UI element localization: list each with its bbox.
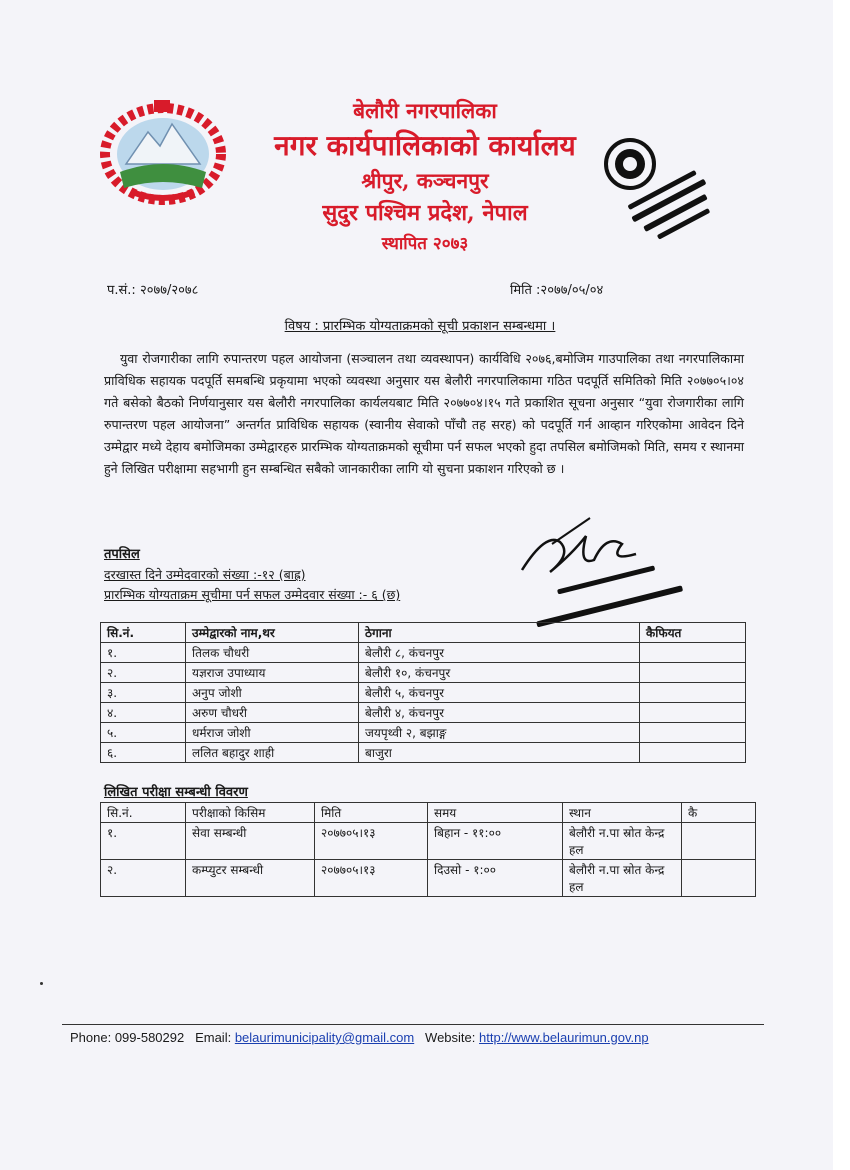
col-header-name: उम्मेद्वारको नाम,थर [186, 623, 359, 643]
cell-serial: १. [101, 823, 186, 860]
signature-icon [512, 514, 702, 634]
table-row [101, 663, 746, 683]
table-row [101, 823, 756, 860]
subject-line [100, 316, 740, 334]
established-year: स्थापित २०७३ [381, 234, 469, 254]
nepal-emblem-icon [96, 92, 230, 208]
letterhead [240, 96, 610, 258]
cell-exam-type: सेवा सम्बन्धी [186, 823, 315, 860]
cell-remarks [640, 663, 746, 683]
table-header-row [101, 623, 746, 643]
footer-divider [62, 1024, 764, 1025]
candidates-table [100, 622, 746, 763]
cell-time: बिहान - ११:०० [428, 823, 563, 860]
col-header-time: समय [428, 803, 563, 823]
cell-address: बेलौरी ४, कंचनपुर [359, 703, 640, 723]
cell-address: बेलौरी १०, कंचनपुर [359, 663, 640, 683]
cell-serial: २. [101, 860, 186, 897]
col-header-serial: सि.नं. [101, 803, 186, 823]
contact-footer [70, 1030, 649, 1045]
cell-venue: बेलौरी न.पा स्रोत केन्द्र हल [563, 823, 682, 860]
passed-count: प्रारम्भिक योग्यताक्रम सूचीमा पर्न सफल उम्मेदवार संख्या :- ६ (छ) [104, 587, 401, 602]
cell-address: बेलौरी ५, कंचनपुर [359, 683, 640, 703]
applicant-count: दरखास्त दिने उम्मेदवारको संख्या :-१२ (बाह्र) [104, 567, 306, 582]
cell-name: धर्मराज जोशी [186, 723, 359, 743]
cell-name: अरुण चौधरी [186, 703, 359, 723]
col-header-address: ठेगाना [359, 623, 640, 643]
body-paragraph: युवा रोजगारीका लागि रुपान्तरण पहल आयोजना (सञ्चालन तथा व्यवस्थापन) कार्यविधि २०७६,बमोजिम गाउपालिका तथा नगरपालिकामा प्राविधिक सहायक पदपूर्ति समबन्धि प्रकृयामा भएको व्यवस्था अनुसार यस बेलौरी नगरपालिकामा गठित पदपूर्ति समितिको मिति २०७७०५।०४ गते बसेको बैठको निर्णयानुसार यस बेलौरी नगरपालिका कार्यलयबाट मिति २०७७०४।१५ गते प्रकाशित सूचना अनुसार “युवा रोजगारीका लागि रुपान्तरण पहल आयोजना” अन्तर्गत प्राविधिक सहायक (स्वानीय सेवाको पाँचौ तह सरह) को पदपूर्ति गर्न आव्हान गरिएकोमा आवेदन दिने उम्मेद्वार मध्ये देहाय बमोजिमका उम्मेद्वारहरु प्रारम्भिक योग्यताक्रमको सूचीमा पर्न सफल भएको हुदा तपसिल बमोजिमको मिति, समय र स्थानमा हुने लिखित परीक्षामा सहभागी हुन सम्बन्धित सबैको जानकारीका लागि यो सुचना प्रकाशन गरिएको छ । [104, 351, 744, 476]
exam-schedule-table [100, 802, 756, 897]
cell-serial: १. [101, 643, 186, 663]
cell-name: यज्ञराज उपाध्याय [186, 663, 359, 683]
subject-text: विषय : प्रारम्भिक योग्यताक्रमको सूची प्रकाशन सम्बन्धमा । [284, 319, 556, 334]
reference-number: प.सं.: २०७७/२०७८ [107, 283, 199, 298]
province-name: सुदुर पश्चिम प्रदेश, नेपाल [322, 200, 528, 226]
cell-remarks [640, 643, 746, 663]
tapasil-heading: तपसिल [104, 547, 140, 562]
cell-address: बेलौरी ८, कंचनपुर [359, 643, 640, 663]
exam-section-title: लिखित परीक्षा सम्बन्धी विवरण [104, 785, 248, 800]
table-row [101, 860, 756, 897]
email-label: Email: [195, 1030, 232, 1045]
cell-remarks [640, 703, 746, 723]
cell-date: २०७७०५।१३ [315, 860, 428, 897]
cell-date: २०७७०५।१३ [315, 823, 428, 860]
cell-name: अनुप जोशी [186, 683, 359, 703]
table-header-row [101, 803, 756, 823]
col-header-exam-type: परीक्षाको किसिम [186, 803, 315, 823]
cell-remarks [640, 743, 746, 763]
cell-venue: बेलौरी न.पा स्रोत केन्द्र हल [563, 860, 682, 897]
website-link[interactable]: http://www.belaurimun.gov.np [479, 1030, 649, 1045]
cell-serial: ५. [101, 723, 186, 743]
email-link[interactable]: belaurimunicipality@gmail.com [234, 1030, 415, 1045]
table-row [101, 743, 746, 763]
letter-date: मिति :२०७७/०५/०४ [510, 283, 604, 298]
office-location: श्रीपुर, कञ्चनपुर [361, 168, 489, 193]
cell-serial: २. [101, 663, 186, 683]
col-header-date: मिति [315, 803, 428, 823]
cell-name: तिलक चौधरी [186, 643, 359, 663]
cell-name: ललित बहादुर शाही [186, 743, 359, 763]
cell-exam-type: कम्प्युटर सम्बन्धी [186, 860, 315, 897]
col-header-remarks: कै [682, 803, 756, 823]
scan-speck [40, 982, 43, 985]
col-header-venue: स्थान [563, 803, 682, 823]
cell-address: जयपृथ्वी २, बझाङ्ग [359, 723, 640, 743]
office-name: नगर कार्यपालिकाको कार्यालय [274, 129, 576, 162]
cell-remarks [682, 823, 756, 860]
cell-serial: ४. [101, 703, 186, 723]
table-row [101, 723, 746, 743]
phone-label: Phone: [70, 1030, 112, 1045]
phone-number: 099-580292 [114, 1030, 185, 1045]
municipality-name: बेलौरी नगरपालिका [353, 98, 497, 123]
col-header-serial: सि.नं. [101, 623, 186, 643]
table-row [101, 703, 746, 723]
col-header-remarks: कैफियत [640, 623, 746, 643]
cell-address: बाजुरा [359, 743, 640, 763]
cell-time: दिउसो - १:०० [428, 860, 563, 897]
cell-remarks [640, 683, 746, 703]
table-row [101, 643, 746, 663]
scan-margin [833, 0, 850, 1170]
cell-serial: ६. [101, 743, 186, 763]
website-label: Website: [425, 1030, 476, 1045]
cell-serial: ३. [101, 683, 186, 703]
office-stamp-icon [594, 128, 722, 250]
cell-remarks [640, 723, 746, 743]
table-row [101, 683, 746, 703]
cell-remarks [682, 860, 756, 897]
